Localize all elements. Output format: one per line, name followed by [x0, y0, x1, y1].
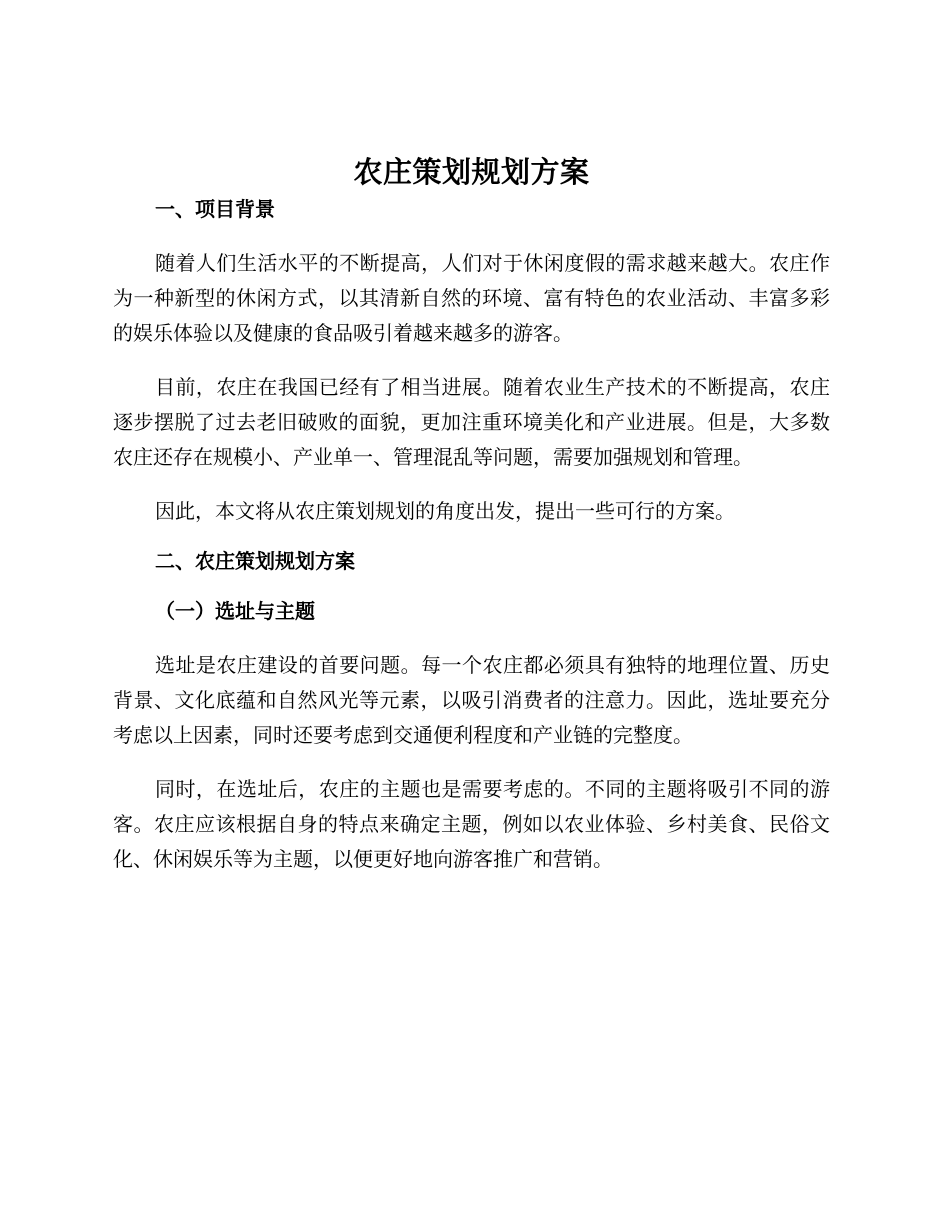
paragraph-background-2: 目前，农庄在我国已经有了相当进展。随着农业生产技术的不断提高，农庄逐步摆脱了过去老旧破败的面貌，更加注重环境美化和产业进展。但是，大多数农庄还存在规模小、产业单一、管理混乱等问题，需要加强规划和管理。	[113, 375, 830, 469]
document-body	[113, 150, 830, 896]
subsection-heading-site-theme: （一）选址与主题	[155, 599, 315, 623]
paragraph-site-1: 选址是农庄建设的首要问题。每一个农庄都必须具有独特的地理位置、历史背景、文化底蕴和自然风光等元素，以吸引消费者的注意力。因此，选址要充分考虑以上因素，同时还要考虑到交通便利程度和产业链的完整度。	[113, 653, 830, 747]
document-title: 农庄策划规划方案	[353, 155, 590, 189]
paragraph-background-3: 因此，本文将从农庄策划规划的角度出发，提出一些可行的方案。	[155, 499, 735, 523]
section-heading-background: 一、项目背景	[155, 197, 275, 221]
section-heading-plan: 二、农庄策划规划方案	[155, 549, 355, 573]
paragraph-background-1: 随着人们生活水平的不断提高，人们对于休闲度假的需求越来越大。农庄作为一种新型的休闲方式，以其清新自然的环境、富有特色的农业活动、丰富多彩的娱乐体验以及健康的食品吸引着越来越多的游客。	[113, 251, 830, 345]
paragraph-site-2: 同时，在选址后，农庄的主题也是需要考虑的。不同的主题将吸引不同的游客。农庄应该根据自身的特点来确定主题，例如以农业体验、乡村美食、民俗文化、休闲娱乐等为主题，以便更好地向游客推广和营销。	[113, 777, 830, 871]
